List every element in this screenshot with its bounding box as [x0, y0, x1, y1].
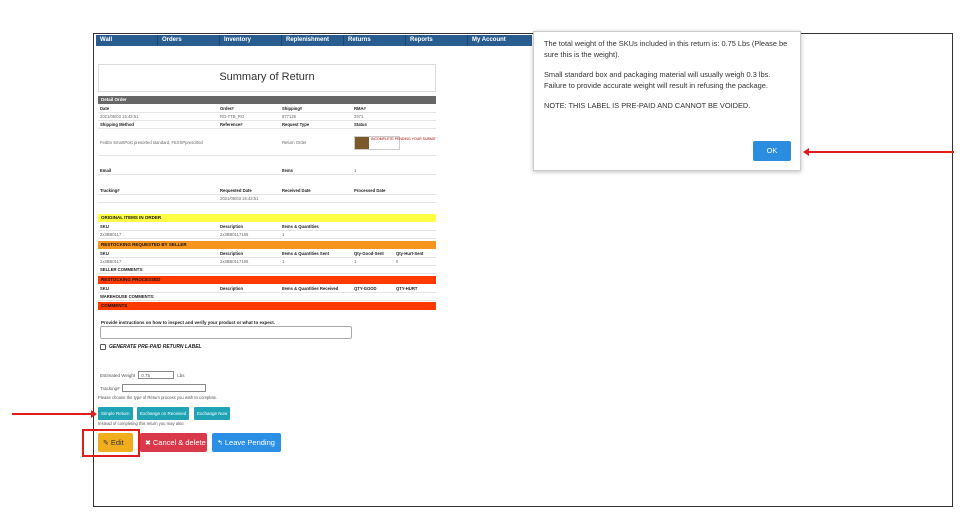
weight-row [100, 371, 184, 379]
nav-orders[interactable]: Orders [158, 35, 220, 46]
generate-label-row [100, 344, 202, 350]
reply-icon: ↰ [217, 439, 223, 447]
annotation-highlight-box [82, 429, 140, 457]
simple-return-button[interactable]: Simple Return [98, 407, 133, 420]
generate-label-text: GENERATE PRE-PAID RETURN LABEL [109, 344, 202, 350]
annotation-arrow-right [808, 151, 954, 153]
return-type-hint: Please choose the type of Return process you wish to complete. [98, 395, 218, 400]
tracking-input[interactable] [122, 384, 206, 392]
dialog-weight-text: The total weight of the SKUs included in this return is: 0.75 Lbs (Please be sure this is the weight). [544, 39, 788, 59]
weight-confirm-dialog [533, 31, 801, 171]
nav-my-account[interactable]: My Account [472, 37, 506, 43]
exchange-received-button[interactable]: Exchange on Received [137, 407, 189, 420]
edit-button[interactable]: ✎ Edit [98, 433, 133, 452]
status-incomplete-badge: INCOMPLETE PENDING YOUR SUBMIT [354, 136, 400, 150]
instructions-label: Provide instructions on how to inspect and verify your product or what to expect. [101, 320, 276, 325]
original-items-cols: SKU Description Items & Quantities [98, 223, 436, 231]
detail-row2-labels: Shipping Method Reference# Request Type Status [98, 121, 436, 129]
warehouse-comments: WAREHOUSE COMMENTS: [98, 293, 436, 301]
restock-requested-header: RESTOCKING REQUESTED BY SELLER [98, 241, 436, 249]
original-items-row: 2x3BB0117 2x3BB0117166 1 [98, 231, 436, 239]
generate-label-checkbox[interactable] [100, 344, 106, 350]
exchange-now-button[interactable]: Exchange Now [194, 407, 230, 420]
nav-reports[interactable]: Reports [406, 35, 468, 46]
nav-replenishment[interactable]: Replenishment [282, 35, 344, 46]
dialog-note-text: NOTE: THIS LABEL IS PRE-PAID AND CANNOT BE VOIDED. [544, 101, 751, 110]
nav-wall[interactable]: Wall [96, 35, 158, 46]
nav-inventory[interactable]: Inventory [220, 35, 282, 46]
nav-returns[interactable]: Returns [344, 35, 406, 46]
page-title: Summary of Return [98, 64, 436, 92]
restock-requested-row: 2x3BB0117 2x3BB0117166 1 1 0 [98, 258, 436, 266]
weight-label: Estimated Weight [100, 372, 136, 378]
tracking-row [100, 384, 206, 392]
restock-processed-header: RESTOCKING PROCESSED [98, 276, 436, 284]
comments-header: COMMENTS [98, 302, 436, 310]
detail-row1-values: 2021/05/03 15:43:51 RO-TTB_RO 877126 2971 [98, 113, 436, 121]
leave-pending-button[interactable]: ↰ Leave Pending [212, 433, 281, 452]
cancel-delete-button[interactable]: ✖ Cancel & delete [140, 433, 207, 452]
original-items-header: ORIGINAL ITEMS IN ORDER [98, 214, 436, 222]
weight-input[interactable]: 0.75 [138, 371, 174, 379]
ok-button[interactable]: OK [753, 141, 791, 161]
detail-order-header: Detail Order [98, 96, 436, 104]
detail-row3: Email Items 1 [98, 167, 436, 175]
weight-unit: Lbs [177, 372, 185, 378]
detail-row2-values: FedEx SmartPost presorted standard, FEXSPpresorted Return Order INCOMPLETE PENDING YOUR SUBMIT [98, 130, 436, 156]
restock-processed-cols: SKU Description Items & Quantities Received QTY-GOOD QTY-HURT [98, 285, 436, 293]
close-icon: ✖ [145, 439, 151, 447]
detail-row1-labels: Date Order# Shipping# RMA# [98, 105, 436, 113]
dialog-packaging-text: Small standard box and packaging material will usually weigh 0.3 lbs. Failure to provide accurate weight will result in refusing the package. [544, 70, 771, 90]
edit-icon: ✎ [103, 439, 109, 447]
alternative-hint: Instead of completing this return you may also: [98, 421, 185, 426]
instructions-textarea[interactable] [100, 326, 352, 339]
tracking-label: Tracking# [100, 385, 120, 391]
seller-comments: SELLER COMMENTS: [98, 266, 436, 274]
detail-row4-values: 2021/05/03 15:43:51 [98, 195, 436, 203]
restock-requested-cols: SKU Description Items & Quantities Sent Qty-Good-Sent Qty-Hurt-Sent [98, 250, 436, 258]
annotation-arrow-left [12, 413, 92, 415]
detail-row4-labels: Tracking# Requested Date Received Date Processed Date [98, 187, 436, 195]
top-nav [96, 35, 532, 46]
return-summary [98, 64, 436, 394]
